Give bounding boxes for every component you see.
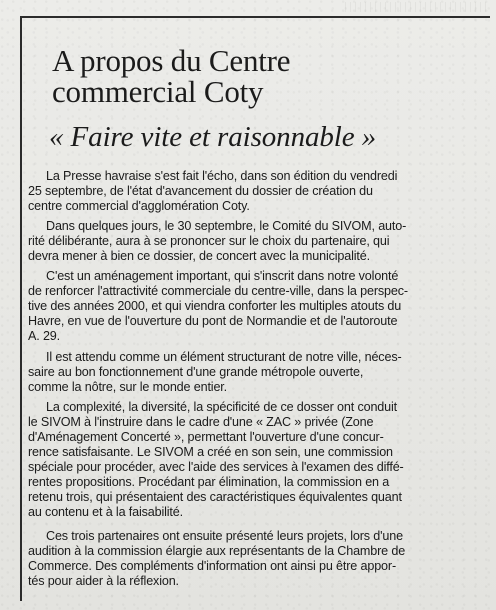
article-line: au contenu et à la faisabilité.: [28, 504, 183, 519]
article-line: audition à la commission élargie aux représentants de la Chambre de: [28, 544, 406, 559]
scan-noise: [345, 2, 490, 12]
article-title-line: commercial Coty: [52, 74, 264, 109]
article-line: Ces trois partenaires ont ensuite présenté leurs projets, lors d'une: [46, 529, 403, 544]
article-paragraph: [28, 269, 484, 344]
article-line: C'est un aménagement important, qui s'inscrit dans notre volonté: [46, 269, 399, 284]
article-paragraph: [28, 400, 484, 520]
article-line: rité délibérante, aura à se prononcer sur le choix du partenaire, qui: [28, 234, 390, 249]
article-paragraph: [28, 350, 484, 395]
article-line: spéciale pour procéder, avec l'aide des services à l'examen des diffé-: [28, 459, 404, 474]
article-line: Dans quelques jours, le 30 septembre, le Comité du SIVOM, auto-: [46, 219, 407, 234]
article-line: Il est attendu comme un élément structurant de notre ville, néces-: [46, 349, 402, 364]
article-line: devra mener à bien ce dossier, de concert avec la municipalité.: [28, 249, 370, 264]
article-line: tés pour aider à la réflexion.: [28, 574, 179, 589]
article-line: comme la nôtre, sur le monde entier.: [28, 379, 227, 394]
article-title: [52, 45, 472, 107]
article-line: retenu trois, qui présentaient des caractéristiques équivalentes quant: [28, 489, 402, 504]
article-paragraph: [28, 529, 484, 589]
article-paragraph: [28, 169, 484, 214]
article-line: tive des années 2000, et qui viendra conforter les multiples atouts du: [28, 299, 402, 314]
article-line: Havre, en vue de l'ouverture du pont de Normandie et de l'autoroute: [28, 314, 398, 329]
article-line: 25 septembre, de l'état d'avancement du dossier de création du: [28, 184, 373, 199]
article-body: [28, 169, 484, 594]
article-line: d'Aménagement Concerté », permettant l'ouverture d'une concur-: [28, 429, 384, 444]
article-line: centre commercial d'agglomération Coty.: [28, 199, 250, 214]
article-line: saire au bon fonctionnement d'une grande métropole ouverte,: [28, 364, 364, 379]
article-line: La Presse havraise s'est fait l'écho, dans son édition du vendredi: [46, 169, 398, 183]
article-line: rentes propositions. Procédant par élimination, la commission en a: [28, 474, 390, 489]
article-subtitle: « Faire vite et raisonnable »: [49, 121, 377, 153]
article-line: de renforcer l'attractivité commerciale du centre-ville, dans la perspec-: [28, 284, 408, 299]
article-title-line: A propos du Centre: [52, 43, 291, 78]
article-line: rence satisfaisante. Le SIVOM a créé en son sein, une commission: [28, 444, 393, 459]
article-line: le SIVOM à l'instruire dans le cadre d'une « ZAC » privée (Zone: [28, 414, 374, 429]
article-line: Commerce. Des compléments d'information ont ainsi pu être appor-: [28, 559, 396, 574]
article-line: A. 29.: [28, 329, 61, 344]
article-line: La complexité, la diversité, la spécificité de ce dosser ont conduit: [46, 399, 398, 414]
article-paragraph: [28, 219, 484, 264]
